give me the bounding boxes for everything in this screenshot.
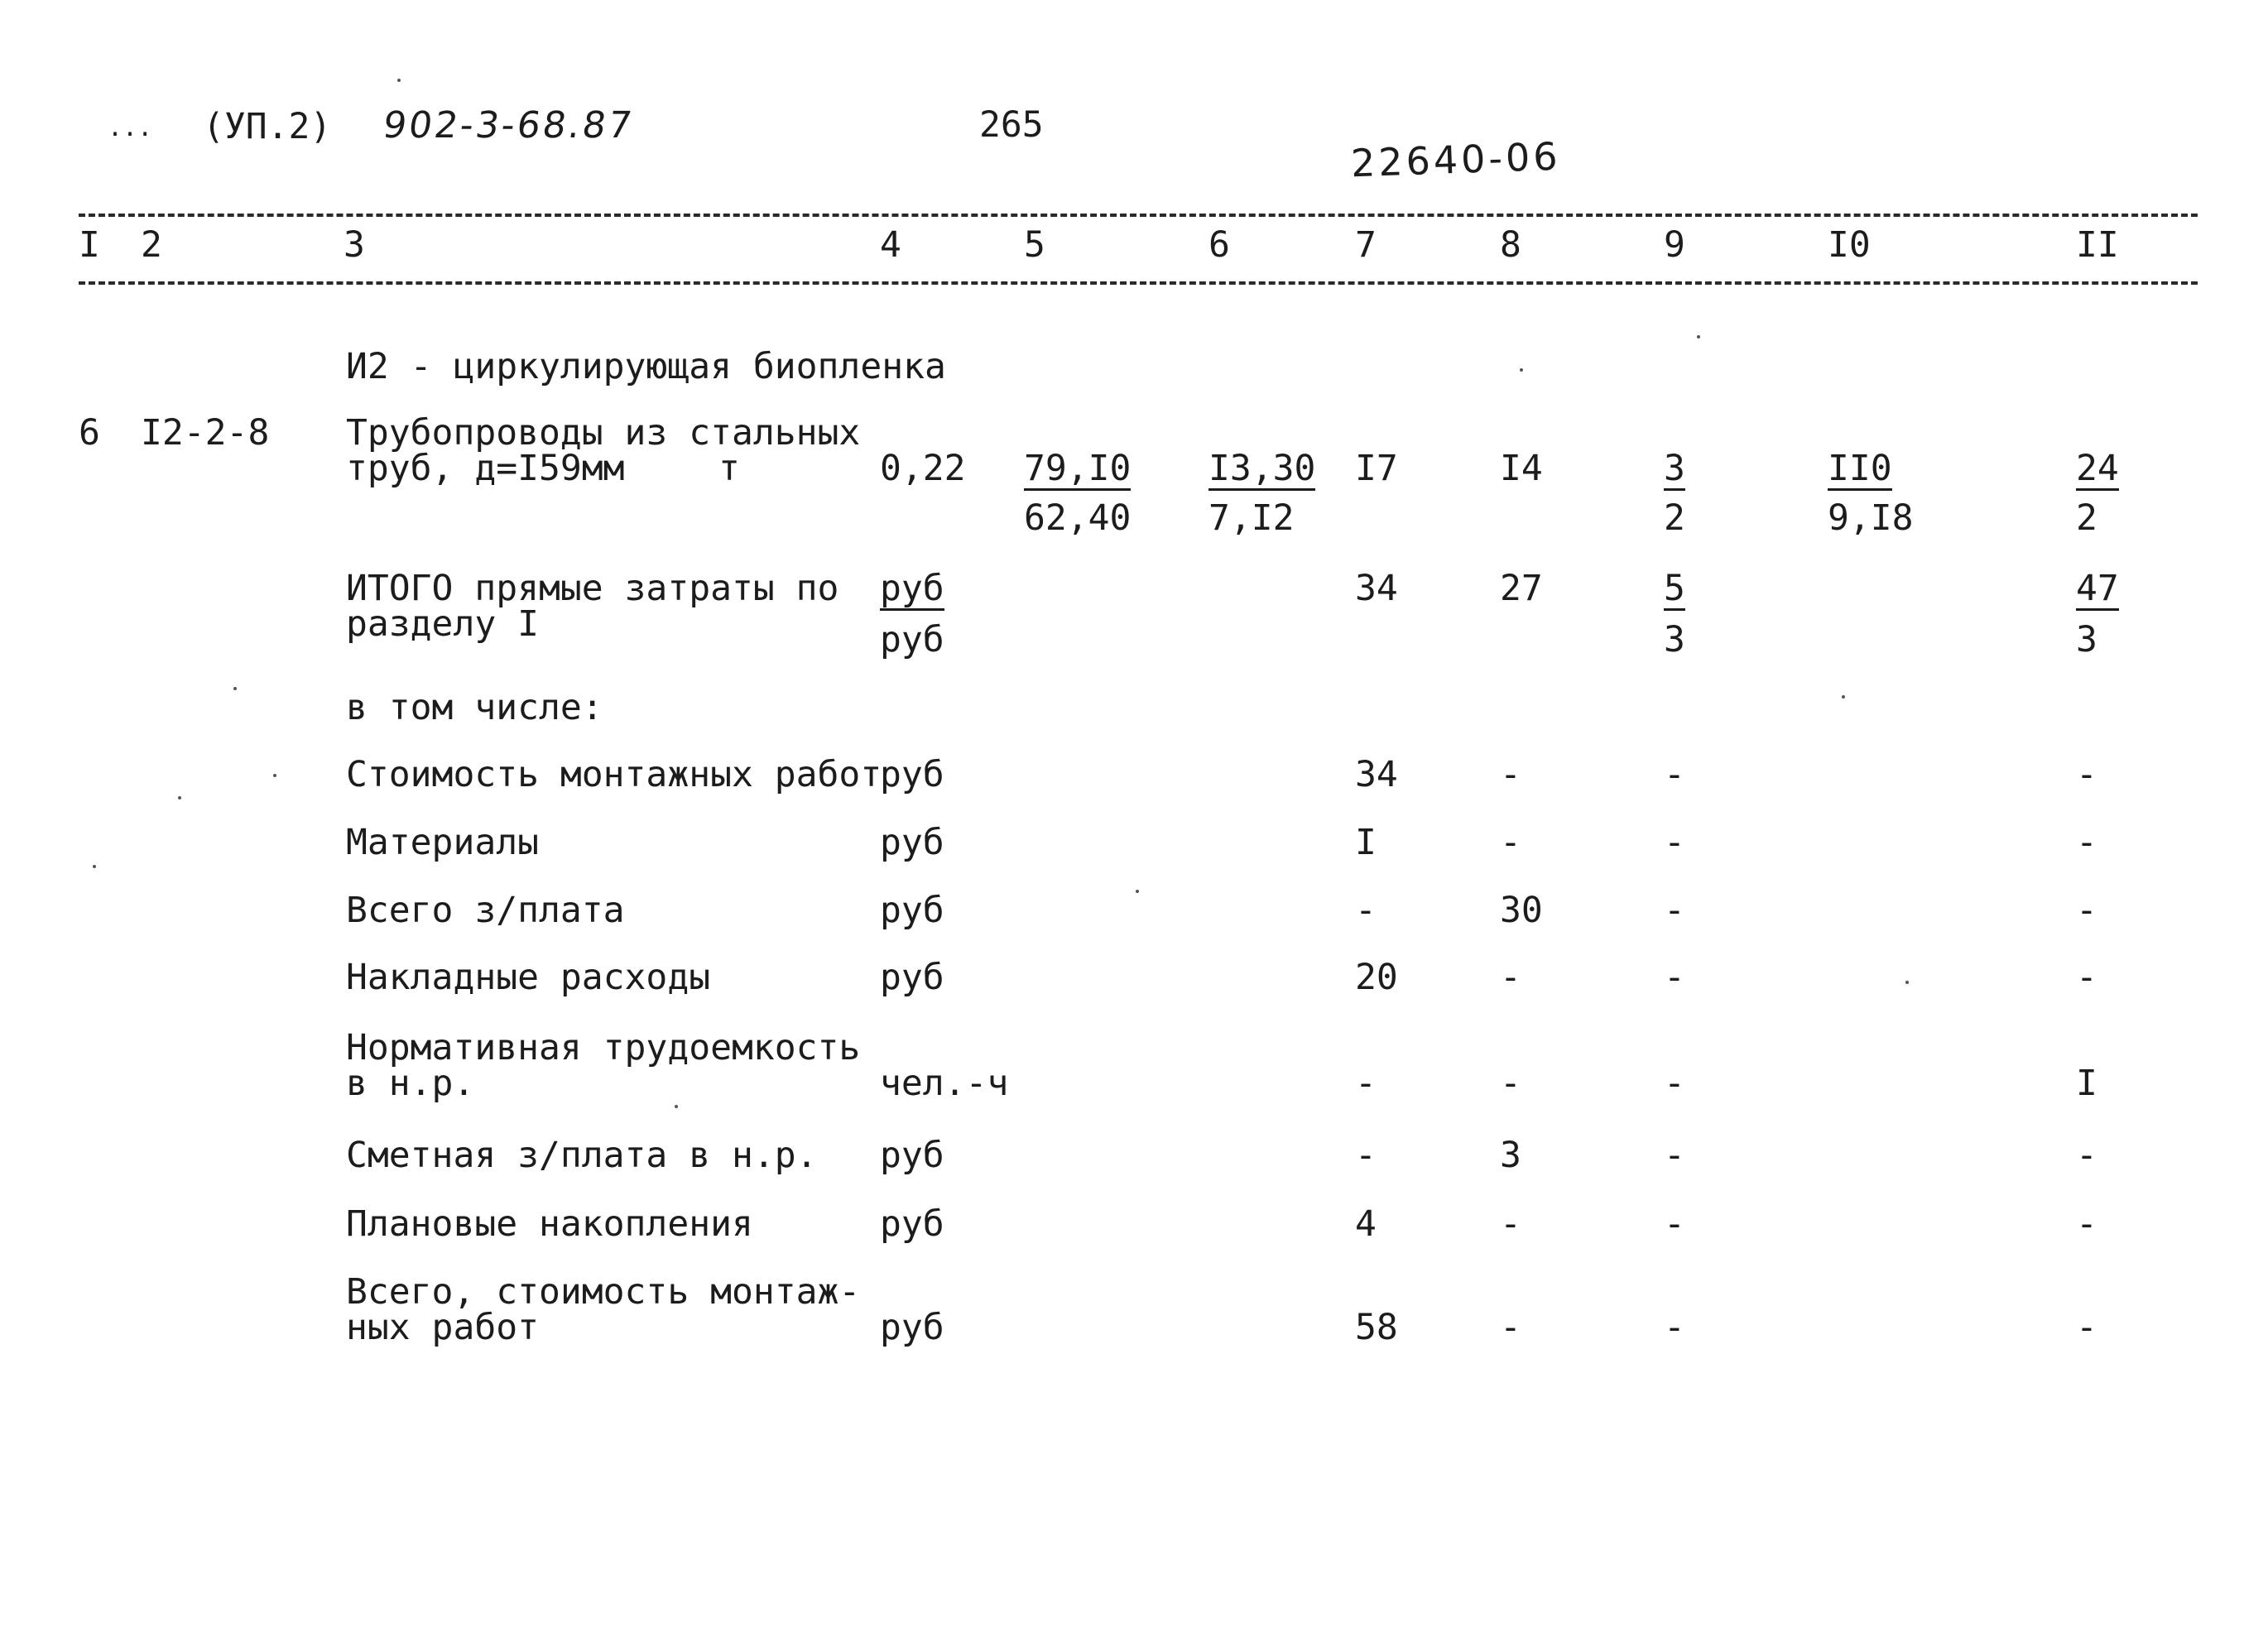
row-name-line1: Нормативная трудоемкость: [346, 1027, 861, 1068]
row-unit: руб: [880, 822, 944, 863]
column-header-7: 7: [1355, 224, 1377, 266]
row-col7: I: [1355, 822, 1377, 863]
position-col9-top: 3: [1664, 448, 1685, 489]
column-header-4: 4: [880, 224, 901, 266]
position-col6-bottom: 7,I2: [1208, 497, 1295, 539]
document-number: 22640-06: [1350, 133, 1562, 186]
row-name-line2: ных работ: [346, 1307, 539, 1348]
row-col8: -: [1500, 1307, 1521, 1348]
position-col5-top: 79,I0: [1024, 448, 1132, 489]
total-col8: 27: [1500, 568, 1543, 609]
row-name: Сметная з/плата в н.р.: [346, 1135, 818, 1176]
scan-speck: [397, 79, 401, 82]
total-col7: 34: [1355, 568, 1398, 609]
position-unit: т: [718, 448, 740, 489]
column-header-2: 2: [141, 224, 162, 266]
scan-speck: [1520, 368, 1523, 372]
including-label: в том числе:: [346, 687, 603, 728]
position-number: 6: [79, 412, 100, 454]
row-col11: -: [2076, 1307, 2097, 1348]
row-col9: -: [1664, 754, 1685, 795]
row-unit: руб: [880, 957, 944, 998]
total-name-line1: ИТОГО прямые затраты по: [346, 568, 839, 609]
page-number: 265: [979, 104, 1044, 146]
row-col7: -: [1355, 890, 1377, 931]
row-name: Накладные расходы: [346, 957, 711, 998]
position-col9-bottom: 2: [1664, 497, 1685, 539]
row-col9: -: [1664, 890, 1685, 931]
row-col9: -: [1664, 1063, 1685, 1104]
row-col9: -: [1664, 957, 1685, 998]
position-col6-top: I3,30: [1208, 448, 1316, 489]
row-unit: руб: [880, 890, 944, 931]
project-code: 902-3-68.87: [380, 104, 637, 146]
row-name-line2: в н.р.: [346, 1063, 475, 1104]
row-col11: I: [2076, 1063, 2097, 1104]
position-col8: I4: [1500, 448, 1543, 489]
column-header-6: 6: [1208, 224, 1230, 266]
row-name: Плановые накопления: [346, 1203, 753, 1245]
position-qty: 0,22: [880, 448, 966, 489]
row-col9: -: [1664, 1307, 1685, 1348]
row-col9: -: [1664, 1203, 1685, 1245]
row-name: Материалы: [346, 822, 539, 863]
row-col11: -: [2076, 822, 2097, 863]
row-col7: -: [1355, 1063, 1377, 1104]
column-header-1: I: [79, 224, 100, 266]
row-col11: -: [2076, 890, 2097, 931]
row-unit: руб: [880, 1307, 944, 1348]
row-col7: 20: [1355, 957, 1398, 998]
position-col5-bottom: 62,40: [1024, 497, 1132, 539]
row-unit: руб: [880, 1203, 944, 1245]
row-col8: -: [1500, 822, 1521, 863]
row-col7: 34: [1355, 754, 1398, 795]
scan-speck: [675, 1105, 678, 1108]
row-col8: -: [1500, 957, 1521, 998]
section-title: И2 - циркулирующая биопленка: [346, 346, 946, 387]
total-col9-top: 5: [1664, 568, 1685, 609]
row-col11: -: [2076, 957, 2097, 998]
total-col11-top: 47: [2076, 568, 2119, 609]
row-name-line1: Всего, стоимость монтаж-: [346, 1271, 861, 1313]
total-col11-bottom: 3: [2076, 619, 2097, 660]
column-header-8: 8: [1500, 224, 1521, 266]
scan-speck: [1842, 695, 1845, 699]
total-unit-bottom: руб: [880, 619, 944, 660]
scan-speck: [1905, 981, 1909, 984]
position-code: I2-2-8: [141, 412, 270, 454]
column-header-9: 9: [1664, 224, 1685, 266]
column-header-11: II: [2076, 224, 2119, 266]
scan-speck: [1136, 890, 1139, 893]
total-name-line2: разделу I: [346, 603, 539, 645]
row-col11: -: [2076, 1203, 2097, 1245]
total-col9-bottom: 3: [1664, 619, 1685, 660]
header-marker: ...: [108, 113, 153, 142]
position-name-line1: Трубопроводы из стальных: [346, 412, 861, 454]
position-col7: I7: [1355, 448, 1398, 489]
row-col11: -: [2076, 1135, 2097, 1176]
row-unit: руб: [880, 754, 944, 795]
scan-speck: [1697, 335, 1700, 338]
row-name: Всего з/плата: [346, 890, 625, 931]
position-col11-top: 24: [2076, 448, 2119, 489]
column-header-10: I0: [1828, 224, 1871, 266]
row-unit: чел.-ч: [880, 1063, 1009, 1104]
total-unit-top: руб: [880, 568, 944, 609]
row-col8: -: [1500, 1203, 1521, 1245]
row-col9: -: [1664, 822, 1685, 863]
row-name: Стоимость монтажных работ: [346, 754, 882, 795]
header-rule-bottom: [79, 281, 2198, 285]
position-col10-bottom: 9,I8: [1828, 497, 1914, 539]
row-col8: -: [1500, 754, 1521, 795]
column-header-5: 5: [1024, 224, 1045, 266]
position-name-line2: труб, д=I59мм: [346, 448, 625, 489]
scan-speck: [273, 774, 276, 777]
row-col11: -: [2076, 754, 2097, 795]
row-col8: 3: [1500, 1135, 1521, 1176]
row-col7: 4: [1355, 1203, 1377, 1245]
scan-speck: [93, 865, 96, 868]
row-col7: -: [1355, 1135, 1377, 1176]
row-unit: руб: [880, 1135, 944, 1176]
scan-speck: [233, 687, 237, 690]
row-col8: 30: [1500, 890, 1543, 931]
header-rule-top: [79, 214, 2198, 217]
row-col9: -: [1664, 1135, 1685, 1176]
position-col10-top: II0: [1828, 448, 1892, 489]
position-col11-bottom: 2: [2076, 497, 2097, 539]
row-col8: -: [1500, 1063, 1521, 1104]
scan-speck: [178, 796, 181, 799]
appendix-label: (УП.2): [203, 106, 332, 147]
row-col7: 58: [1355, 1307, 1398, 1348]
column-header-3: 3: [344, 224, 365, 266]
